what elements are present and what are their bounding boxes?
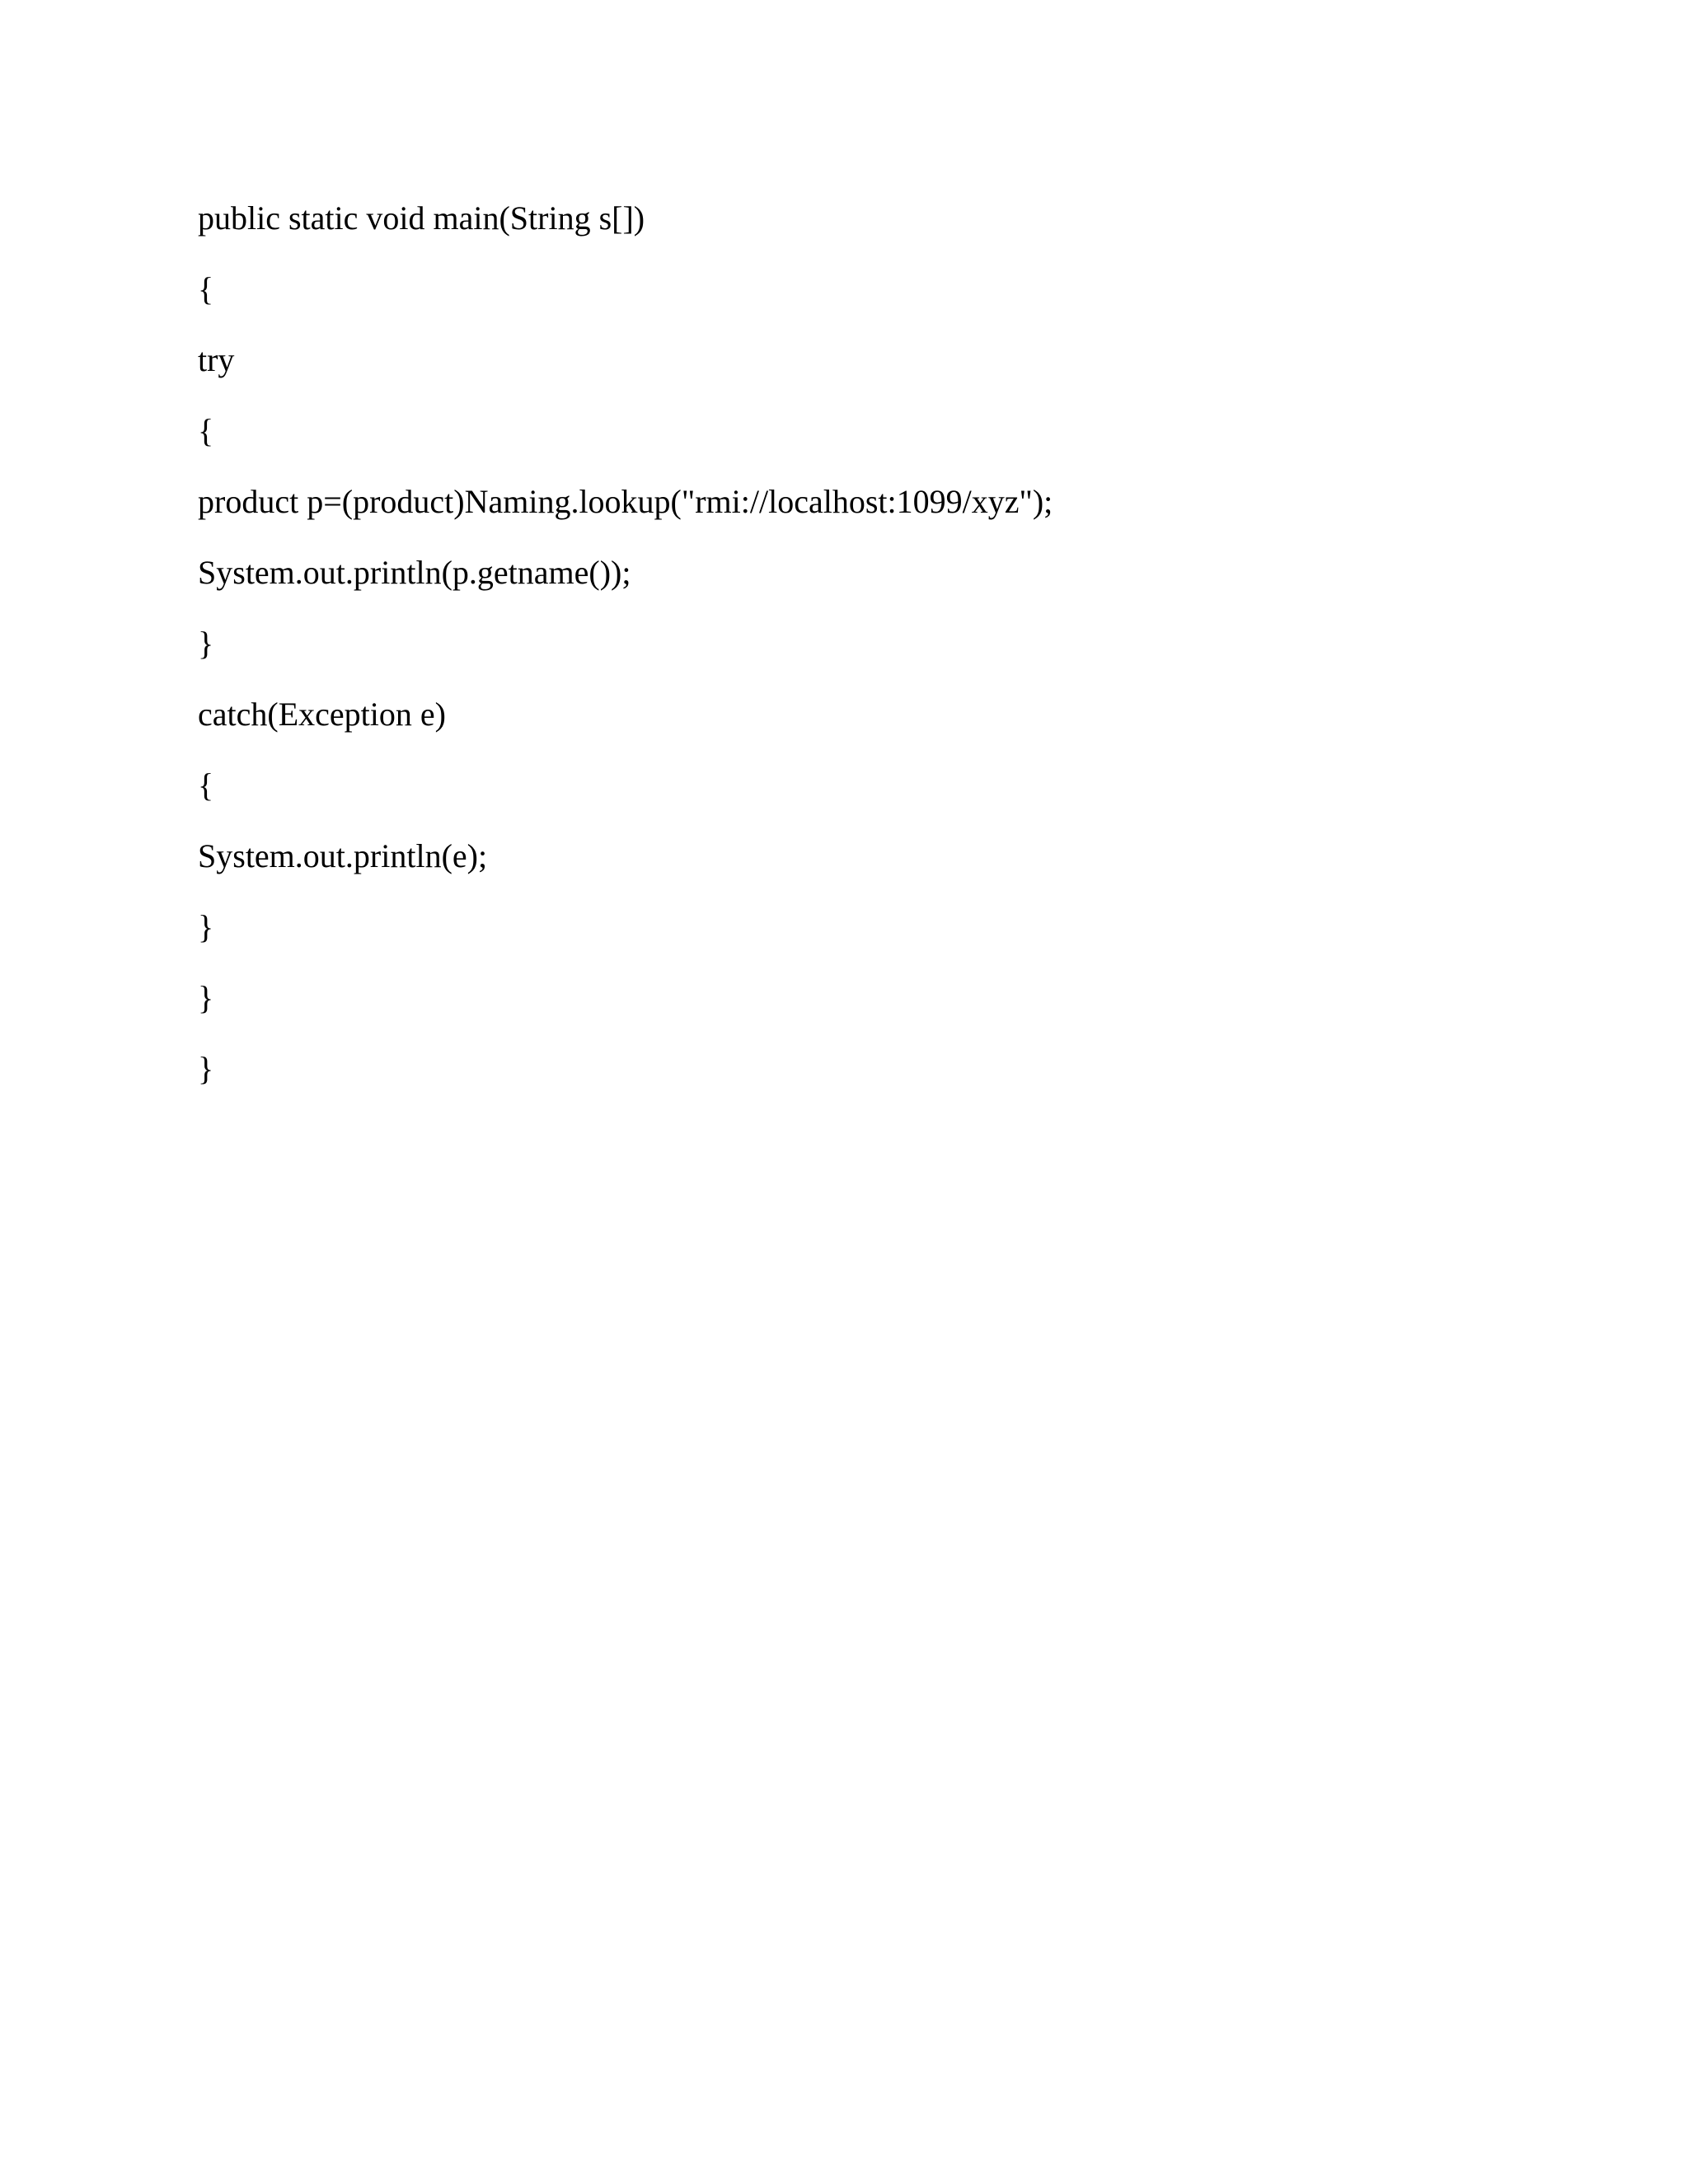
- code-line-print-name: System.out.println(p.getname());: [198, 554, 631, 591]
- code-listing: [198, 183, 1053, 1104]
- code-line-catch: catch(Exception e): [198, 696, 446, 733]
- code-line-close-brace: }: [198, 1050, 214, 1087]
- code-line-open-brace: {: [198, 412, 214, 449]
- code-line-close-brace: }: [198, 908, 214, 945]
- code-line-naming-lookup: product p=(product)Naming.lookup("rmi://localhost:1099/xyz");: [198, 483, 1053, 520]
- code-line-print-exception: System.out.println(e);: [198, 837, 488, 874]
- code-line-close-brace: }: [198, 979, 214, 1016]
- code-line-open-brace: {: [198, 270, 214, 307]
- code-line-close-brace: }: [198, 625, 214, 662]
- code-line-method-signature: public static void main(String s[]): [198, 199, 645, 237]
- code-line-try: try: [198, 341, 235, 378]
- code-line-open-brace: {: [198, 766, 214, 804]
